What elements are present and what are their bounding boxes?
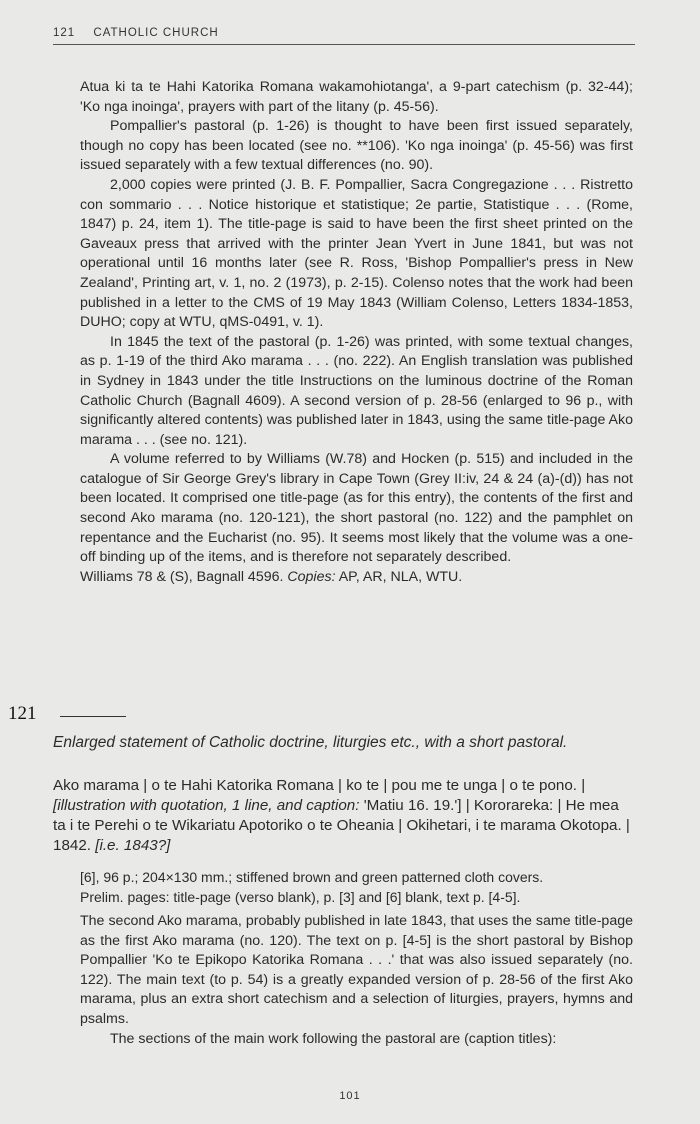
copies-list: AP, AR, NLA, WTU. [338, 568, 463, 585]
paragraph: In 1845 the text of the pastoral (p. 1-26) was printed, with some textual changes, as p. 1-19 of the third Ako marama . . . (no. 222). An English translation was published in Sydney in 1843 under the title Instructions on the luminous doctrine of the Roman Catholic Church (Bagnall 4609). A second version of p. 28-56 (enlarged to 96 p., with significantly altered contents) was published later in 1843, using the same title-page Ako marama . . . (see no. 121). [80, 333, 633, 448]
page-number: 101 [339, 1090, 361, 1102]
collation [80, 868, 633, 907]
copies-label: Copies: [287, 568, 336, 585]
collation-line: Prelim. pages: title-page (verso blank), p. [3] and [6] blank, text p. [4-5]. [80, 888, 521, 905]
transcription-part: 'Matiu 16. 19.'] | Kororareka: | He mea ta i te Perehi o te Wikariatu Apotoriko o te Oheania | Okihetari, i te marama Okotopa. | 1842. [53, 797, 630, 854]
references-line [80, 568, 633, 588]
illustration-note: [illustration with quotation, 1 line, and caption: [53, 797, 360, 814]
transcription-part: Ako marama | o te Hahi Katorika Romana | ko te | pou me te unga | o te pono. | [53, 777, 586, 794]
running-head [53, 27, 635, 45]
entry-notes [80, 912, 633, 1049]
paragraph: The sections of the main work following the pastoral are (caption titles): [110, 1030, 557, 1047]
paragraph: Atua ki ta te Hahi Katorika Romana wakamohiotanga', a 9-part catechism (p. 32-44); 'Ko nga inoinga', prayers with part of the litany (p. 45-56). [80, 79, 633, 115]
paragraph: A volume referred to by Williams (W.78) and Hocken (p. 515) and included in the catalogue of Sir George Grey's library in Cape Town (Grey II:iv, 24 & 24 (a)-(d)) has not been located. It comprised one title-page (as for this entry), the contents of the first and second Ako marama (no. 120-121), the short pastoral (no. 122) and the pamphlet on repentance and the Eucharist (no. 95). It seems most likely that the volume was a one-off binding up of the items, and is therefore not separately described. [80, 451, 633, 566]
paragraph: 2,000 copies were printed (J. B. F. Pompallier, Sacra Congregazione . . . Ristretto con sommario . . . Notice historique et statistique; 2e partie, Statistique . . . (Rome, 1847) p. 24, item 1). The title-page is said to have been the first sheet printed on the Gaveaux press that arrived with the printer Jean Yvert in June 1841, but was not operational until 16 months later (see R. Ross, 'Bishop Pompallier's press in New Zealand', Printing art, v. 1, no. 2 (1973), p. 2-15). Colenso notes that the work had been published in a letter to the CMS of 19 May 1843 (William Colenso, Letters 1834-1853, DUHO; copy at WTU, qMS-0491, v. 1). [80, 176, 633, 331]
collation-line: [6], 96 p.; 204×130 mm.; stiffened brown and green patterned cloth covers. [80, 869, 544, 885]
paragraph: The second Ako marama, probably published in late 1843, that uses the same title-page as the first Ako marama (no. 120). The text on p. [4-5] is the short pastoral by Bishop Pompallier 'Ko te Epikopo Katorika Romana . . .' that was also issued separately (no. 122). The main text (to p. 54) is a greatly expanded version of p. 28-56 of the first Ako marama, plus an extra short catechism and a selection of liturgies, prayers, hymns and psalms. [80, 913, 633, 1027]
paragraph: Pompallier's pastoral (p. 1-26) is thought to have been first issued separately, though no copy has been located (see no. **106). 'Ko nga inoinga' (p. 45-56) was first issued separately with a few textual differences (no. 90). [80, 118, 633, 174]
references-text: Williams 78 & (S), Bagnall 4596. [80, 568, 284, 585]
running-head-title: CATHOLIC CHURCH [93, 27, 219, 39]
title-transcription [53, 776, 633, 856]
entry-title: Enlarged statement of Catholic doctrine, liturgies etc., with a short pastoral. [53, 734, 568, 751]
running-head-number: 121 [53, 27, 76, 39]
continued-entry-text [80, 78, 633, 587]
date-note: [i.e. 1843?] [95, 837, 171, 854]
entry-rule [60, 716, 126, 717]
entry-number: 121 [8, 703, 37, 724]
